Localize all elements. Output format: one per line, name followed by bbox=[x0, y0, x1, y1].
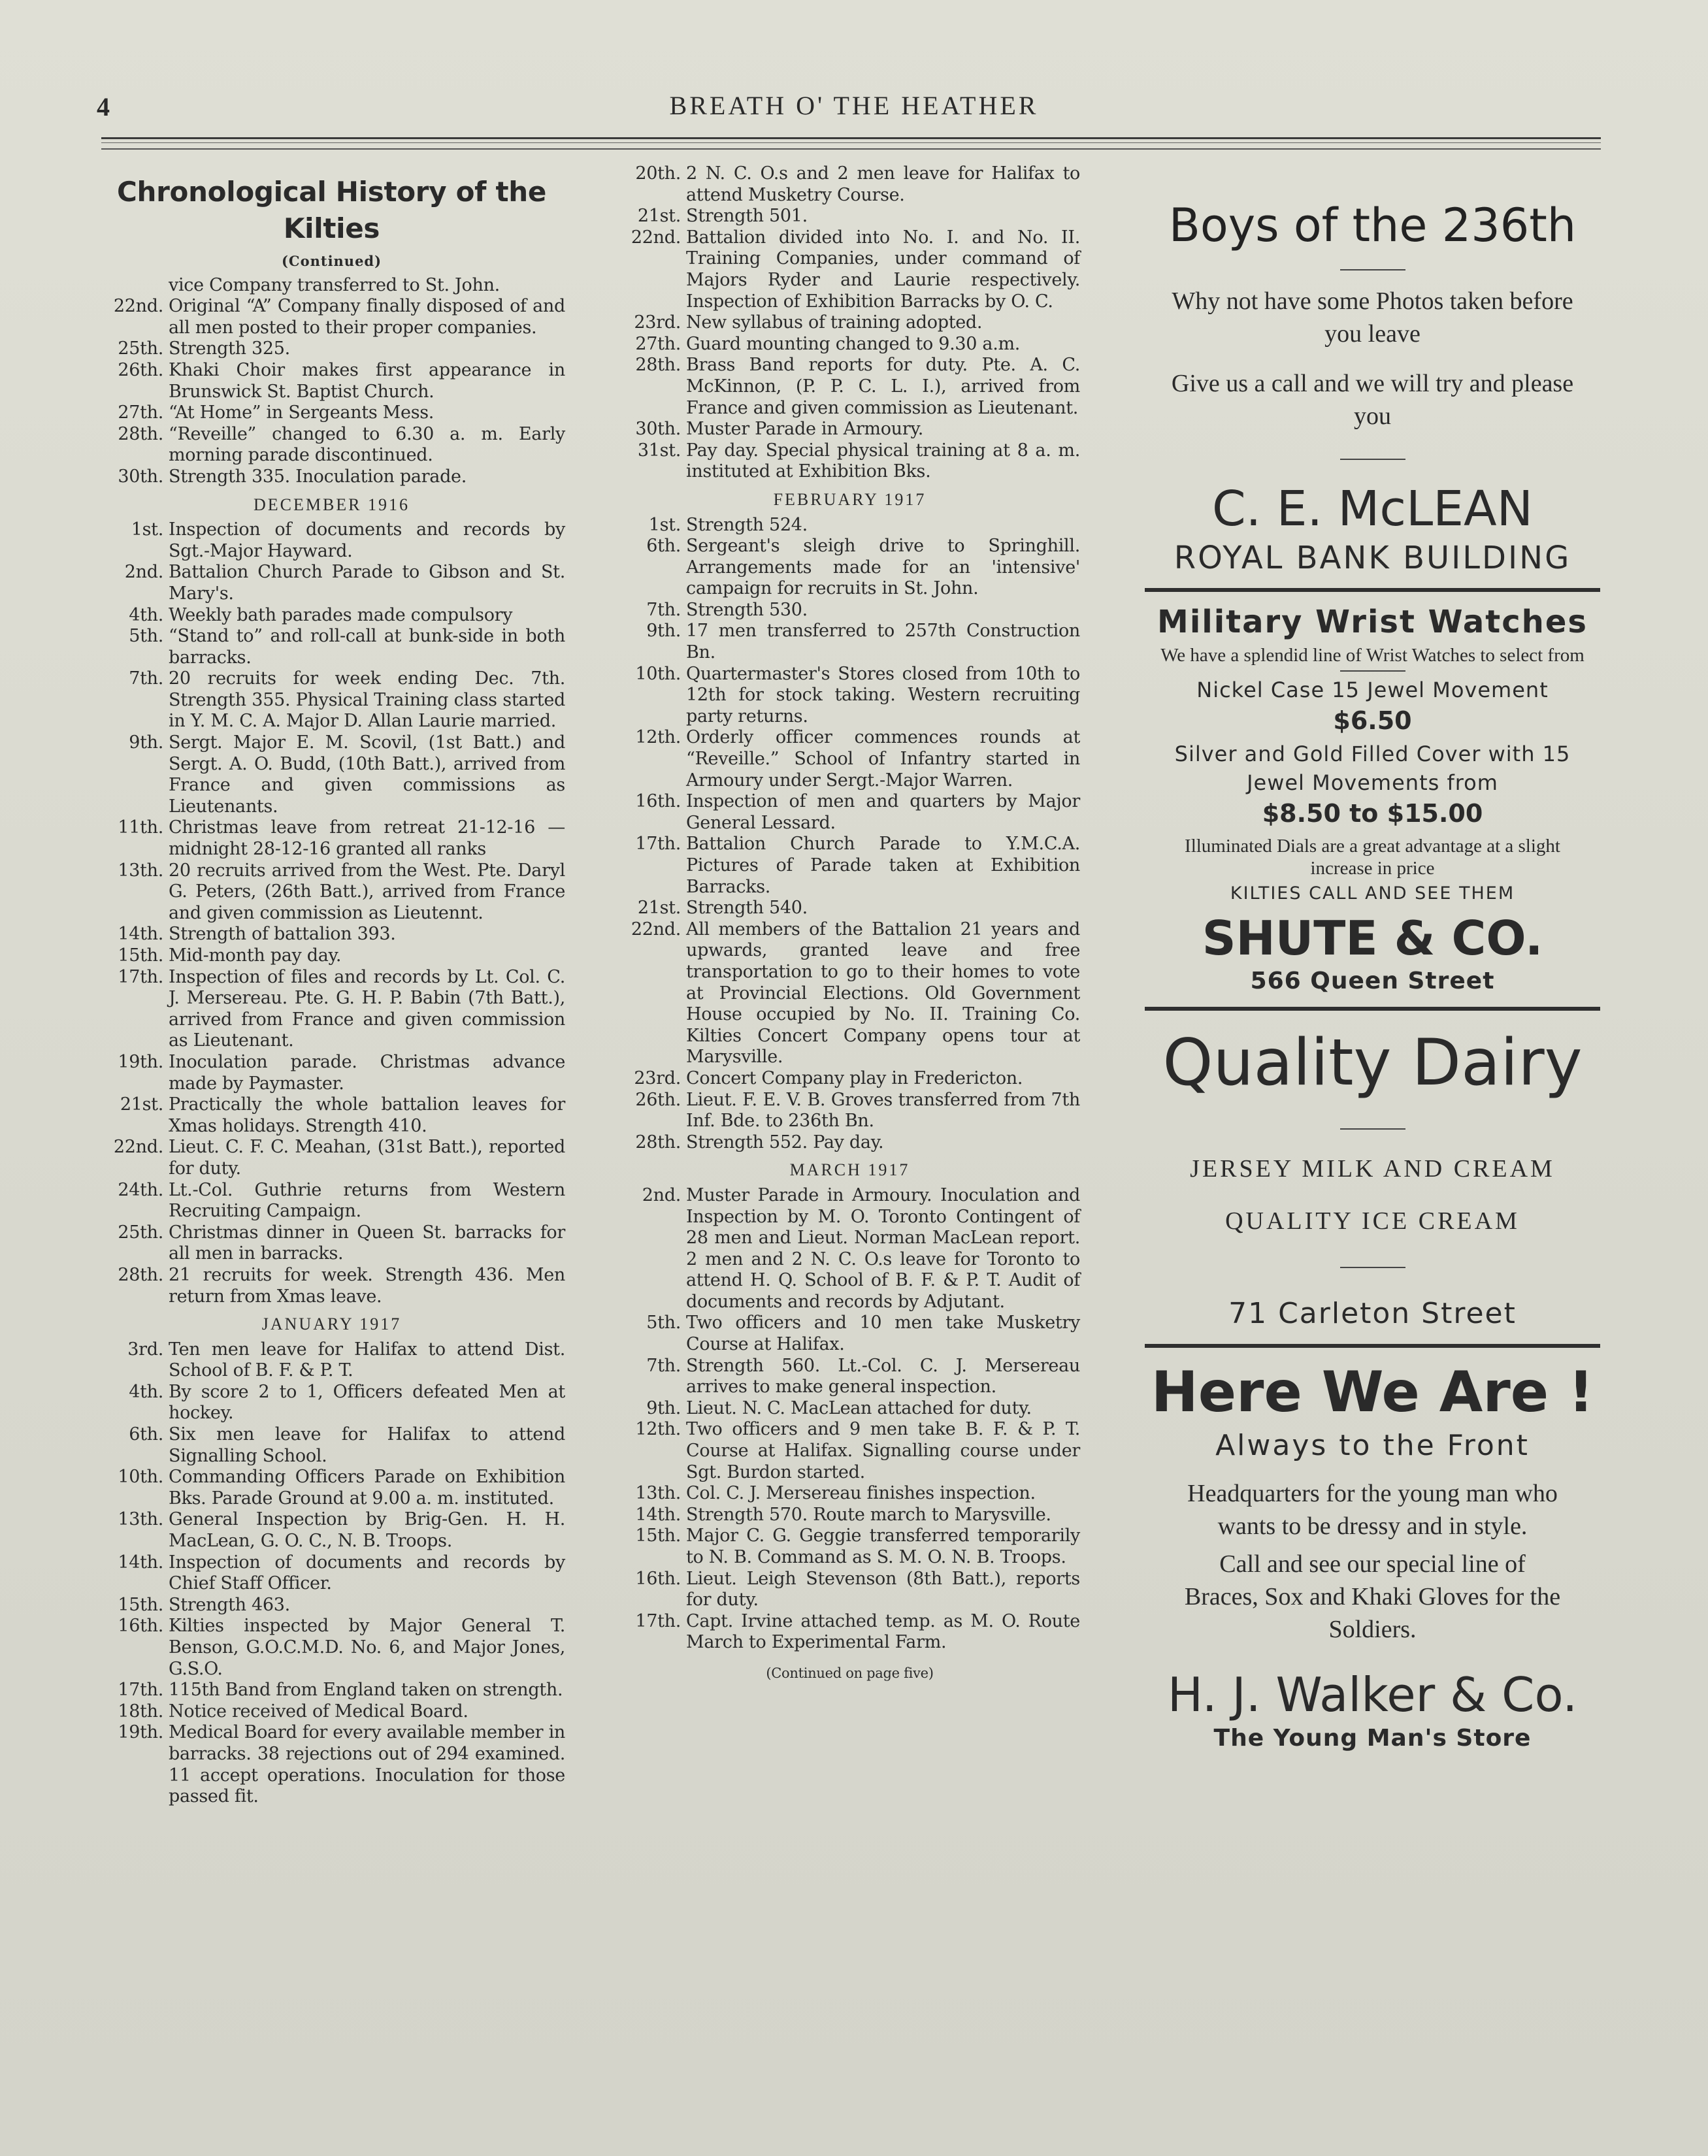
entry-date: 24th. bbox=[118, 1179, 163, 1200]
entry-date: 15th. bbox=[118, 945, 163, 966]
entry-text: All members of the Battalion 21 years and upwards, granted leave and free transportation to go to their homes to vote at Provincial Elections. Old Government House occupied by No. II. Training Co. Kilties Concert Company opens tour at Marysville. bbox=[686, 919, 1080, 1068]
entry-date: 25th. bbox=[118, 338, 163, 359]
entry-text: Khaki Choir makes first appearance in Brunswick St. Baptist Church. bbox=[169, 359, 565, 402]
entry-text: Strength of battalion 393. bbox=[169, 924, 396, 945]
entry-date: 10th. bbox=[635, 663, 681, 684]
list-item bbox=[619, 664, 1080, 728]
entry-text: Mid-month pay day. bbox=[169, 945, 342, 966]
entry-date: 16th. bbox=[118, 1616, 163, 1637]
entry-text: Strength 552. Pay day. bbox=[686, 1132, 884, 1152]
entry-text: “Reveille” changed to 6.30 a. m. Early morning parade discontinued. bbox=[169, 423, 565, 466]
entry-text: Lieut. N. C. MacLean attached for duty. bbox=[686, 1397, 1032, 1418]
entry-text: Two officers and 10 men take Musketry Course at Halifax. bbox=[686, 1313, 1080, 1355]
ad-mclean-name: C. E. McLEAN bbox=[1211, 481, 1533, 537]
list-item bbox=[619, 515, 1080, 536]
list-item bbox=[619, 536, 1080, 600]
entry-text: Battalion divided into No. I. and No. II. Training Companies, under command of Majors Ryder and Laurie respectively. Inspection of Exhibition Barracks by O. C. bbox=[686, 227, 1080, 312]
entry-date: 7th. bbox=[646, 599, 681, 620]
entry-text: Strength 463. bbox=[169, 1594, 290, 1615]
entry-text: Inoculation parade. Christmas advance made by Paymaster. bbox=[169, 1051, 565, 1094]
list-item bbox=[98, 1137, 565, 1179]
entry-text: New syllabus of training adopted. bbox=[686, 312, 983, 333]
entry-date: 20th. bbox=[635, 163, 681, 184]
entry-text: Strength 530. bbox=[686, 599, 808, 620]
entry-text: Sergt. Major E. M. Scovil, (1st Batt.) and Sergt. A. O. Budd, (10th Batt.), arrived from France and given commissions as Lieutenants. bbox=[169, 732, 565, 817]
ad-mclean-address: ROYAL BANK BUILDING bbox=[1174, 540, 1571, 576]
ad-separator bbox=[1145, 588, 1600, 592]
entry-text: Orderly officer commences rounds at “Reveille.” School of Infantry started in Armoury under Sergt.-Major Warren. bbox=[686, 727, 1080, 791]
list-item bbox=[98, 424, 565, 466]
ad-shute-note: Illuminated Dials are a great advantage at a slight increase in price bbox=[1185, 836, 1560, 879]
divider bbox=[1340, 670, 1405, 672]
entry-text: Strength 325. bbox=[169, 338, 290, 359]
entry-text: Inspection of documents and records by Sgt.-Major Hayward. bbox=[169, 519, 565, 561]
ad-dairy-address: 71 Carleton Street bbox=[1228, 1297, 1517, 1330]
entry-date: 10th. bbox=[118, 1467, 163, 1488]
entry-text: Christmas leave from retreat 21-12-16 —midnight 28-12-16 granted all ranks bbox=[169, 817, 565, 860]
list-item bbox=[619, 898, 1080, 919]
section-head-january: JANUARY 1917 bbox=[261, 1315, 402, 1334]
ad-walker-body2: Call and see our special line of Braces, Sox and Khaki Gloves for the Soldiers. bbox=[1184, 1550, 1561, 1643]
list-item bbox=[98, 967, 565, 1052]
list-december bbox=[98, 519, 565, 1307]
list-march bbox=[619, 1185, 1080, 1654]
entry-text: Brass Band reports for duty. Pte. A. C. McKinnon, (P. P. C. L. I.), arrived from France and given commission as Lieutenant. bbox=[686, 355, 1080, 418]
ad-mclean-line2: Give us a call and we will try and please you bbox=[1171, 370, 1574, 430]
list-january-continued bbox=[619, 163, 1080, 483]
running-header: BREATH O' THE HEATHER bbox=[669, 91, 1039, 120]
entry-date: 4th. bbox=[129, 1381, 163, 1402]
article-title: Chronological History of the Kilties bbox=[116, 176, 547, 244]
entry-date: 13th. bbox=[118, 1509, 163, 1530]
entry-date: 13th. bbox=[118, 860, 163, 881]
ad-shute-price2: $8.50 to $15.00 bbox=[1262, 799, 1483, 828]
entry-date: 26th. bbox=[118, 359, 163, 380]
ad-shute-address: 566 Queen Street bbox=[1250, 968, 1495, 994]
entry-text: Kilties inspected by Major General T. Benson, G.O.C.M.D. No. 6, and Major Jones, G.S.O. bbox=[169, 1616, 565, 1679]
entry-text: Six men leave for Halifax to attend Signalling School. bbox=[169, 1424, 565, 1466]
entry-date: 27th. bbox=[118, 402, 163, 423]
entry-text: Lt.-Col. Guthrie returns from Western Recruiting Campaign. bbox=[169, 1179, 565, 1222]
page-number: 4 bbox=[97, 92, 110, 122]
list-item bbox=[98, 466, 565, 488]
list-item bbox=[619, 1483, 1080, 1505]
list-item bbox=[619, 1419, 1080, 1483]
entry-text: Pay day. Special physical training at 8 a. m. instituted at Exhibition Bks. bbox=[686, 440, 1080, 482]
ad-walker-tagline: The Young Man's Store bbox=[1213, 1725, 1532, 1752]
ads-column bbox=[1142, 163, 1603, 1753]
entry-date: 7th. bbox=[646, 1355, 681, 1376]
ad-walker-headline: Here We Are ! bbox=[1151, 1360, 1594, 1425]
continued-footnote: (Continued on page five) bbox=[766, 1665, 934, 1681]
entry-date: 30th. bbox=[118, 466, 163, 487]
list-item bbox=[98, 1509, 565, 1552]
entry-text: Strength 540. bbox=[686, 898, 808, 919]
entry-text: Lieut. F. E. V. B. Groves transferred from 7th Inf. Bde. to 236th Bn. bbox=[686, 1089, 1080, 1132]
ad-walker bbox=[1142, 1358, 1603, 1753]
entry-date: 5th. bbox=[646, 1313, 681, 1333]
entry-text: Practically the whole battalion leaves for Xmas holidays. Strength 410. bbox=[169, 1094, 565, 1136]
entry-text: 20 recruits for week ending Dec. 7th. Strength 355. Physical Training class started in Y. M. C. A. Major D. Allan Laurie married. bbox=[169, 668, 565, 732]
divider bbox=[1340, 459, 1405, 460]
entry-text: Two officers and 9 men take B. F. & P. T. Course at Halifax. Signalling course under Sgt. Burdon started. bbox=[686, 1419, 1080, 1482]
list-item bbox=[98, 1180, 565, 1222]
list-item bbox=[98, 732, 565, 817]
entry-text: Battalion Church Parade to Y.M.C.A. Pictures of Parade taken at Exhibition Barracks. bbox=[686, 834, 1080, 897]
ad-walker-name: H. J. Walker & Co. bbox=[1167, 1667, 1578, 1722]
entry-text: Original “A” Company finally disposed of and all men posted to their proper companies. bbox=[169, 296, 565, 338]
list-item bbox=[98, 1616, 565, 1680]
ad-mclean-headline: Boys of the 236th bbox=[1168, 199, 1577, 252]
section-head-december: DECEMBER 1916 bbox=[253, 495, 410, 514]
ad-shute-intro: We have a splendid line of Wrist Watches to select from bbox=[1160, 645, 1585, 666]
entry-date: 21st. bbox=[637, 898, 681, 919]
list-item bbox=[98, 1680, 565, 1701]
list-item bbox=[619, 834, 1080, 898]
ad-shute-name: SHUTE & CO. bbox=[1202, 911, 1543, 966]
entry-text: Guard mounting changed to 9.30 a.m. bbox=[686, 333, 1021, 354]
entry-text: Battalion Church Parade to Gibson and St. Mary's. bbox=[169, 562, 565, 604]
entry-date: 22nd. bbox=[631, 227, 681, 248]
entry-text: Inspection of documents and records by Chief Staff Officer. bbox=[169, 1552, 565, 1594]
entry-date: 31st. bbox=[637, 440, 681, 461]
list-item bbox=[619, 1090, 1080, 1132]
ad-dairy-name: Quality Dairy bbox=[1162, 1026, 1583, 1100]
header-rule bbox=[101, 137, 1601, 150]
ad-dairy-line1: JERSEY MILK AND CREAM bbox=[1190, 1155, 1555, 1183]
entry-date: 23rd. bbox=[634, 312, 681, 333]
entry-text: Ten men leave for Halifax to attend Dist. School of B. F. & P. T. bbox=[169, 1339, 565, 1381]
entry-date: 14th. bbox=[118, 1552, 163, 1573]
entry-date: 19th. bbox=[118, 1722, 163, 1743]
list-item bbox=[619, 791, 1080, 834]
list-item bbox=[619, 227, 1080, 312]
list-item bbox=[98, 668, 565, 732]
list-item bbox=[619, 600, 1080, 621]
list-item bbox=[98, 1701, 565, 1723]
entry-date: 28th. bbox=[635, 1132, 681, 1152]
list-item bbox=[98, 338, 565, 360]
list-item bbox=[98, 1424, 565, 1467]
entry-date: 17th. bbox=[118, 966, 163, 987]
entry-text: Concert Company play in Fredericton. bbox=[686, 1068, 1023, 1088]
section-head-march: MARCH 1917 bbox=[789, 1160, 910, 1180]
list-item bbox=[619, 440, 1080, 483]
entry-text: 21 recruits for week. Strength 436. Men return from Xmas leave. bbox=[169, 1264, 565, 1307]
entry-date: 28th. bbox=[118, 423, 163, 444]
entry-date: 22nd. bbox=[631, 919, 681, 939]
list-item bbox=[98, 1722, 565, 1807]
list-item bbox=[98, 519, 565, 562]
entry-date: 21st. bbox=[120, 1094, 163, 1115]
list-item bbox=[619, 1068, 1080, 1090]
entry-date: 25th. bbox=[118, 1222, 163, 1243]
entry-text: Christmas dinner in Queen St. barracks for all men in barracks. bbox=[169, 1222, 565, 1264]
list-item bbox=[98, 945, 565, 967]
entry-date: 23rd. bbox=[634, 1068, 681, 1088]
entry-text: Strength 560. Lt.-Col. C. J. Mersereau arrives to make general inspection. bbox=[686, 1355, 1080, 1397]
ad-shute-item1: Nickel Case 15 Jewel Movement bbox=[1196, 678, 1549, 702]
ad-dairy-line2: QUALITY ICE CREAM bbox=[1225, 1207, 1520, 1235]
entry-text: By score 2 to 1, Officers defeated Men at hockey. bbox=[169, 1381, 565, 1424]
entry-text: “At Home” in Sergeants Mess. bbox=[169, 402, 435, 423]
entry-date: 17th. bbox=[118, 1680, 163, 1701]
entry-date: 12th. bbox=[635, 727, 681, 748]
ad-shute-headline: Military Wrist Watches bbox=[1157, 604, 1588, 640]
list-item bbox=[619, 1132, 1080, 1154]
list-item bbox=[619, 419, 1080, 440]
ad-mclean bbox=[1142, 196, 1603, 578]
entry-date: 16th. bbox=[635, 791, 681, 812]
article-column-2 bbox=[619, 163, 1080, 1684]
ad-separator bbox=[1145, 1344, 1600, 1348]
entry-date: 19th. bbox=[118, 1051, 163, 1072]
list-item bbox=[98, 1052, 565, 1094]
list-item bbox=[619, 355, 1080, 419]
entry-text: Commanding Officers Parade on Exhibition Bks. Parade Ground at 9.00 a. m. instituted. bbox=[169, 1467, 565, 1509]
entry-date: 13th. bbox=[635, 1483, 681, 1504]
list-item bbox=[98, 626, 565, 668]
list-item bbox=[619, 312, 1080, 334]
entry-date: 28th. bbox=[118, 1264, 163, 1285]
list-item bbox=[619, 1356, 1080, 1398]
entry-date: 17th. bbox=[635, 834, 681, 855]
ad-walker-body1: Headquarters for the young man who wants to be dressy and in style. bbox=[1187, 1480, 1558, 1540]
entry-date: 14th. bbox=[635, 1504, 681, 1525]
entry-date: 7th. bbox=[129, 668, 163, 689]
entry-text: 115th Band from England taken on strength. bbox=[169, 1680, 563, 1701]
entry-text: Strength 524. bbox=[686, 514, 808, 535]
entry-text: Notice received of Medical Board. bbox=[169, 1701, 468, 1722]
ad-shute-price1: $6.50 bbox=[1333, 706, 1412, 735]
list-item bbox=[98, 360, 565, 402]
entry-date: 16th. bbox=[635, 1568, 681, 1589]
ad-shute-item2: Silver and Gold Filled Cover with 15 Jewel Movements from bbox=[1174, 742, 1571, 795]
continued-note: (Continued) bbox=[281, 253, 382, 269]
section-head-february: FEBRUARY 1917 bbox=[773, 489, 927, 509]
ad-dairy bbox=[1142, 1024, 1603, 1333]
entry-date: 17th. bbox=[635, 1610, 681, 1631]
entry-text: Weekly bath parades made compulsory bbox=[169, 604, 513, 625]
list-item bbox=[619, 1569, 1080, 1611]
entry-date: 27th. bbox=[635, 333, 681, 354]
list-item bbox=[619, 919, 1080, 1068]
entry-date: 11th. bbox=[118, 817, 163, 838]
list-item bbox=[98, 562, 565, 604]
list-january bbox=[98, 1339, 565, 1808]
entry-text: Sergeant's sleigh drive to Springhill. Arrangements made for an 'intensive' campaign for recruits in St. John. bbox=[686, 536, 1080, 599]
divider bbox=[1340, 1128, 1405, 1130]
list-item bbox=[619, 1505, 1080, 1526]
ad-separator bbox=[1145, 1007, 1600, 1011]
entry-date: 6th. bbox=[646, 536, 681, 557]
entry-text: Medical Board for every available member in barracks. 38 rejections out of 294 examined. 11 accept operations. Inoculation for those passed fit. bbox=[169, 1722, 565, 1807]
entry-text: Col. C. J. Mersereau finishes inspection. bbox=[686, 1483, 1036, 1504]
list-item bbox=[619, 206, 1080, 227]
entry-date: 21st. bbox=[637, 206, 681, 227]
list-item bbox=[619, 1526, 1080, 1568]
list-item bbox=[98, 924, 565, 945]
entry-date: 26th. bbox=[635, 1089, 681, 1110]
entry-text: 20 recruits arrived from the West. Pte. Daryl G. Peters, (26th Batt.), arrived from France and given commission as Lieutennt. bbox=[169, 860, 565, 923]
entry-date: 18th. bbox=[118, 1701, 163, 1722]
list-november bbox=[98, 296, 565, 487]
ad-mclean-line1: Why not have some Photos taken before you leave bbox=[1172, 287, 1573, 348]
entry-date: 15th. bbox=[118, 1594, 163, 1615]
list-item bbox=[98, 1552, 565, 1595]
list-item bbox=[98, 817, 565, 860]
list-item bbox=[98, 860, 565, 924]
article-column-1 bbox=[98, 163, 565, 1808]
entry-text: 17 men transferred to 257th Construction Bn. bbox=[686, 621, 1080, 663]
entry-text: Muster Parade in Armoury. bbox=[686, 419, 924, 440]
list-item bbox=[98, 1094, 565, 1137]
list-item bbox=[619, 1398, 1080, 1420]
list-item bbox=[619, 621, 1080, 663]
list-item bbox=[98, 1265, 565, 1307]
list-item bbox=[619, 727, 1080, 791]
list-item bbox=[98, 1222, 565, 1265]
entry-text: 2 N. C. O.s and 2 men leave for Halifax to attend Musketry Course. bbox=[686, 163, 1080, 205]
entry-date: 9th. bbox=[129, 732, 163, 753]
list-item bbox=[619, 1185, 1080, 1313]
entry-date: 9th. bbox=[646, 621, 681, 642]
entry-date: 14th. bbox=[118, 924, 163, 945]
entry-text: Major C. G. Geggie transferred temporarily to N. B. Command as S. M. O. N. B. Troops. bbox=[686, 1526, 1080, 1567]
entry-text: Inspection of files and records by Lt. Col. C. J. Mersereau. Pte. G. H. P. Babin (7th Batt.), arrived from France and given commission as Lieutenant. bbox=[169, 966, 565, 1051]
entry-date: 6th. bbox=[129, 1424, 163, 1445]
list-item bbox=[98, 1382, 565, 1424]
entry-date: 4th. bbox=[129, 604, 163, 625]
entry-date: 3rd. bbox=[127, 1339, 163, 1360]
divider bbox=[1340, 269, 1405, 270]
entry-date: 9th. bbox=[646, 1397, 681, 1418]
entry-text: “Stand to” and roll-call at bunk-side in both barracks. bbox=[169, 626, 565, 668]
divider bbox=[1340, 1267, 1405, 1268]
entry-date: 12th. bbox=[635, 1419, 681, 1440]
entry-text: Strength 335. Inoculation parade. bbox=[169, 466, 467, 487]
entry-text: Muster Parade in Armoury. Inoculation and Inspection by M. O. Toronto Contingent of 28 men and Lieut. Norman MacLean report. 2 men and 2 N. C. O.s leave for Toronto to attend H. Q. School of B. F. & P. T. Audit of documents and records by Adjutant. bbox=[686, 1184, 1080, 1312]
ad-shute bbox=[1142, 602, 1603, 996]
entry-text: Strength 501. bbox=[686, 206, 808, 227]
entry-date: 28th. bbox=[635, 355, 681, 376]
entry-date: 1st. bbox=[131, 519, 163, 540]
list-item bbox=[98, 1595, 565, 1616]
entry-text: General Inspection by Brig-Gen. H. H. MacLean, G. O. C., N. B. Troops. bbox=[169, 1509, 565, 1552]
entry-text: Inspection of men and quarters by Major General Lessard. bbox=[686, 791, 1080, 833]
list-item bbox=[619, 1313, 1080, 1355]
ad-walker-sub: Always to the Front bbox=[1215, 1429, 1530, 1462]
list-item bbox=[98, 402, 565, 424]
list-item bbox=[98, 296, 565, 338]
entry-date: 5th. bbox=[129, 626, 163, 647]
list-item bbox=[619, 334, 1080, 355]
entry-date: 2nd. bbox=[124, 562, 163, 583]
entry-text: Lieut. C. F. C. Meahan, (31st Batt.), reported for duty. bbox=[169, 1137, 565, 1179]
list-item bbox=[98, 605, 565, 627]
entry-text: Quartermaster's Stores closed from 10th to 12th for stock taking. Western recruiting party returns. bbox=[686, 663, 1080, 727]
list-item bbox=[619, 1611, 1080, 1654]
entry-text: Strength 570. Route march to Marysville. bbox=[686, 1504, 1051, 1525]
list-february bbox=[619, 515, 1080, 1154]
entry-text: Capt. Irvine attached temp. as M. O. Route March to Experimental Farm. bbox=[686, 1610, 1080, 1653]
ad-shute-kilties: KILTIES CALL AND SEE THEM bbox=[1230, 883, 1515, 904]
entry-date: 2nd. bbox=[642, 1184, 681, 1205]
entry-date: 30th. bbox=[635, 419, 681, 440]
entry-text: Lieut. Leigh Stevenson (8th Batt.), reports for duty. bbox=[686, 1568, 1080, 1610]
entry-date: 22nd. bbox=[113, 1137, 163, 1158]
list-item bbox=[98, 1339, 565, 1382]
list-item bbox=[619, 163, 1080, 206]
entry-date: 1st. bbox=[648, 514, 681, 535]
entry-date: 15th. bbox=[635, 1526, 681, 1546]
entry-continuation: vice Company transferred to St. John. bbox=[169, 274, 500, 295]
list-item bbox=[98, 1467, 565, 1509]
entry-date: 22nd. bbox=[113, 296, 163, 317]
